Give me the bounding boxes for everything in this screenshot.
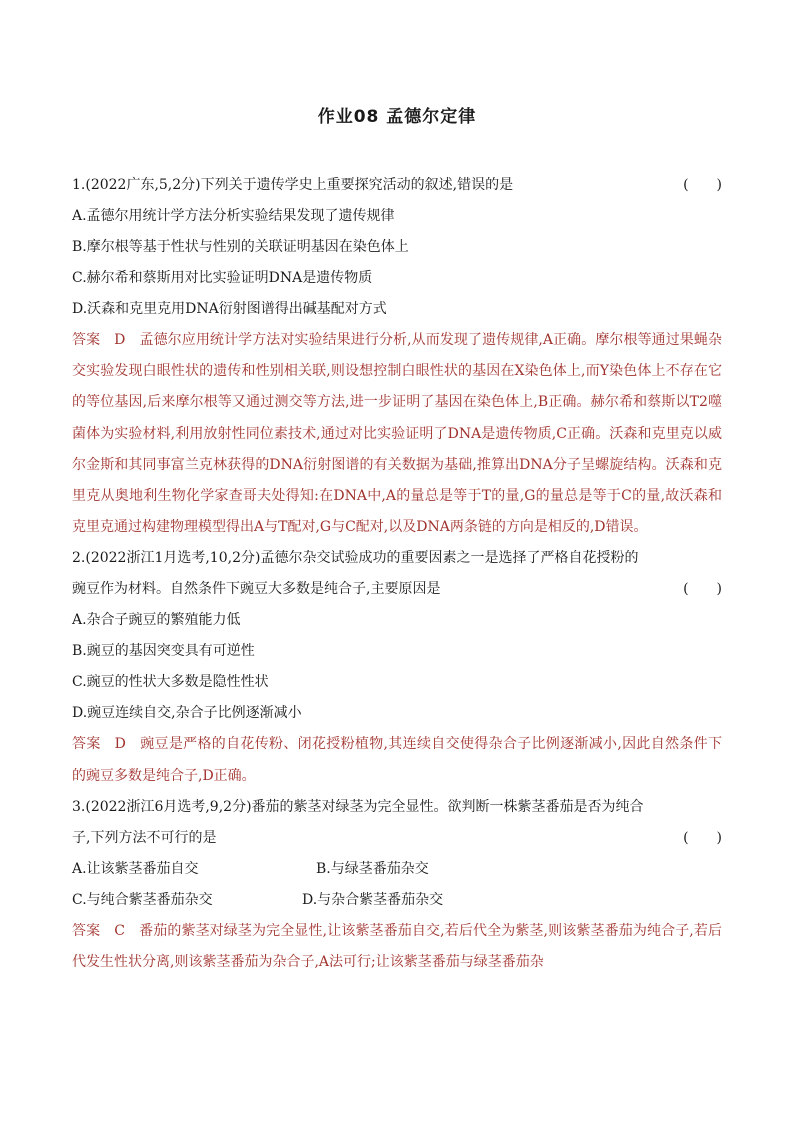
answer-label: 答案: [72, 922, 101, 939]
question-1-option-b: B.摩尔根等基于性状与性别的关联证明基因在染色体上: [72, 239, 409, 255]
question-3-stem-line-1: 3.(2022浙江6月选考,9,2分)番茄的紫茎对绿茎为完全显性。欲判断一株紫茎番茄是否为纯合: [72, 798, 644, 815]
question-2-stem-line-1: 2.(2022浙江1月选考,10,2分)孟德尔杂交试验成功的重要因素之一是选择了严格自花授粉的: [72, 550, 639, 567]
question-1-text: 1.(2022广东,5,2分)下列关于遗传学史上重要探究活动的叙述,错误的是: [72, 177, 514, 193]
question-1-option-c: C.赫尔希和蔡斯用对比实验证明DNA是遗传物质: [72, 270, 373, 286]
question-2-option-b: B.豌豆的基因突变具有可逆性: [72, 643, 255, 660]
question-1-option-d: D.沃森和克里克用DNA衍射图谱得出碱基配对方式: [72, 301, 387, 317]
question-3-options-row-2: [72, 885, 722, 916]
question-3-option-d: D.与杂合紫茎番茄杂交: [302, 891, 444, 908]
answer-explanation: 豌豆是严格的自花传粉、闭花授粉植物,其连续自交使得杂合子比例逐渐减小,因此自然条件下的豌豆多数是纯合子,D正确。: [72, 736, 723, 784]
document-body: [72, 170, 722, 978]
question-1-stem: [72, 170, 722, 201]
answer-label: 答案: [72, 736, 101, 753]
answer-bracket: ( ): [683, 581, 722, 598]
answer-label: 答案: [72, 332, 101, 348]
question-3-option-c: C.与纯合紫茎番茄杂交: [72, 891, 213, 908]
answer-letter: C: [114, 922, 125, 939]
question-2-text: 豌豆作为材料。自然条件下豌豆大多数是纯合子,主要原因是: [72, 581, 441, 598]
page-title: 作业08 孟德尔定律: [317, 107, 477, 127]
answer-bracket: ( ): [683, 177, 722, 193]
question-2-option-c: C.豌豆的性状大多数是隐性性状: [72, 674, 269, 691]
question-2-answer: [72, 729, 722, 791]
question-3-stem-line-2: [72, 823, 722, 854]
answer-letter: D: [114, 736, 126, 753]
question-2-option-a: A.杂合子豌豆的繁殖能力低: [72, 612, 241, 629]
answer-explanation: 番茄的紫茎对绿茎为完全显性,让该紫茎番茄自交,若后代全为紫茎,则该紫茎番茄为纯合子,若后代发生性状分离,则该紫茎番茄为杂合子,A法可行;让该紫茎番茄与绿茎番茄杂: [72, 922, 722, 971]
question-3-option-a: A.让该紫茎番茄自交: [72, 860, 199, 877]
question-2-stem-line-2: [72, 574, 722, 605]
answer-letter: D: [114, 332, 126, 348]
question-3-text: 子,下列方法不可行的是: [72, 829, 217, 846]
answer-explanation: 孟德尔应用统计学方法对实验结果进行分析,从而发现了遗传规律,A正确。摩尔根等通过果蝇杂交实验发现白眼性状的遗传和性别相关联,则设想控制白眼性状的基因在X染色体上,而Y染色体上不存在它的等位基因,后来摩尔根等又通过测交等方法,进一步证明了基因在染色体上,B正确。赫尔希和蔡斯以T2噬菌体为实验材料,利用放射性同位素技术,通过对比实验证明了DNA是遗传物质,C正确。沃森和克里克以威尔金斯和其同事富兰克林获得的DNA衍射图谱的有关数据为基础,推算出DNA分子呈螺旋结构。沃森和克里克从奥地利生物化学家查哥夫处得知:在DNA中,A的量总是等于T的量,G的量总是等于C的量,故沃森和克里克通过构建物理模型得出A与T配对,G与C配对,以及DNA两条链的方向是相反的,D错误。: [72, 332, 722, 536]
question-3-answer: [72, 916, 722, 978]
question-1-option-a: A.孟德尔用统计学方法分析实验结果发现了遗传规律: [72, 208, 395, 224]
answer-bracket: ( ): [683, 829, 722, 846]
question-3-options-row-1: [72, 854, 722, 885]
question-1-answer: [72, 325, 722, 543]
question-2-option-d: D.豌豆连续自交,杂合子比例逐渐减小: [72, 705, 302, 722]
question-3-option-b: B.与绿茎番茄杂交: [316, 860, 429, 877]
